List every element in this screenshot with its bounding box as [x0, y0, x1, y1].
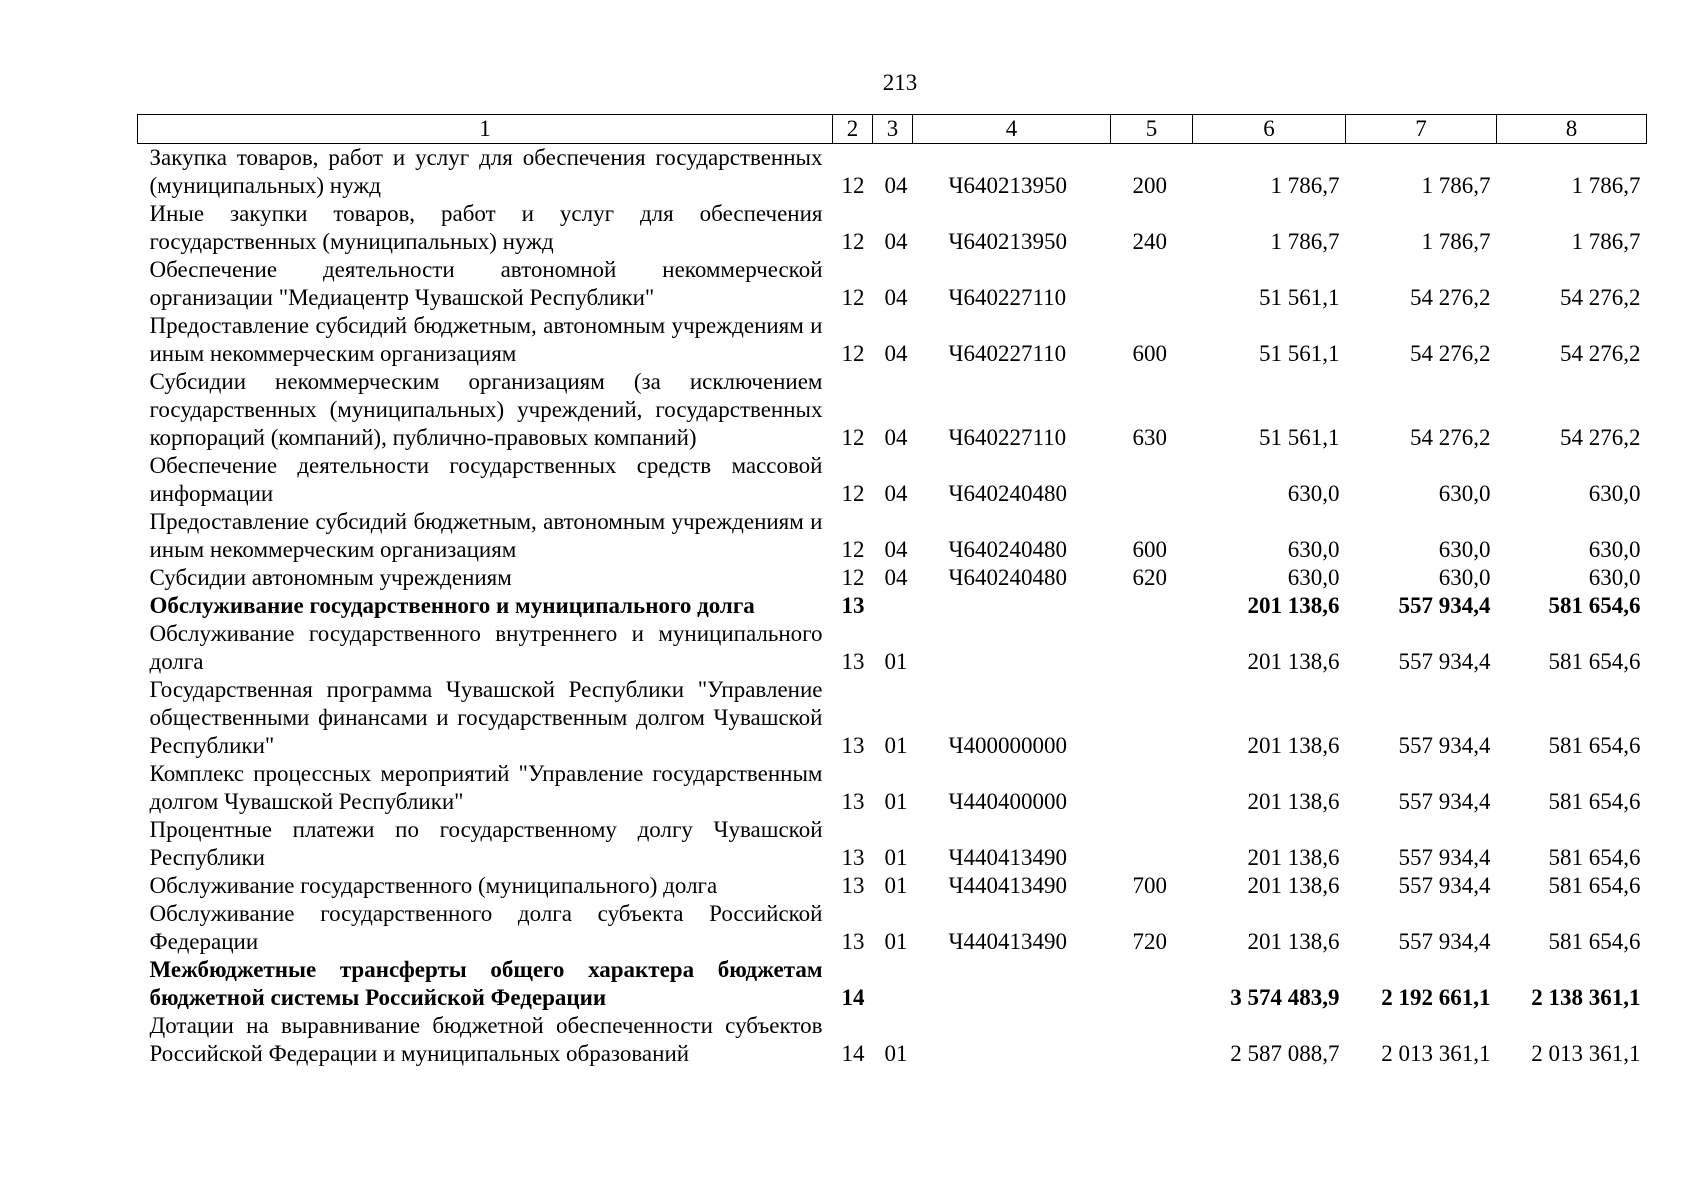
row-subsection-cell: 04 — [884, 425, 908, 450]
row-value-col6-cell: 1 786,7 — [1270, 173, 1340, 198]
row-expense-type-cell: 700 — [1132, 873, 1167, 898]
row-section-cell: 12 — [841, 341, 865, 366]
row-target-article-cell: Ч640227110 — [948, 425, 1067, 450]
row-expense-type-cell — [1111, 760, 1193, 816]
row-target-article-cell — [913, 592, 1111, 620]
row-target-article-cell: Ч640213950 — [948, 229, 1067, 254]
row-value-col8-cell: 54 276,2 — [1560, 341, 1641, 366]
row-value-col6-cell: 51 561,1 — [1259, 425, 1340, 450]
row-subsection-cell: 01 — [884, 873, 908, 898]
row-target-article-cell — [913, 620, 1111, 676]
table-body — [138, 144, 1647, 1069]
row-section-cell: 12 — [841, 173, 865, 198]
row-section-cell: 13 — [841, 873, 865, 898]
header-cell-7: 7 — [1346, 115, 1497, 144]
row-value-col6-cell: 3 574 483,9 — [1230, 985, 1340, 1010]
row-name-cell: Субсидии некоммерческим организациям (за исключением государственных (муниципальных) учреждений, государственных корпораций (компаний), публично-правовых компаний) — [149, 369, 823, 450]
row-value-col8-cell: 581 654,6 — [1548, 929, 1641, 954]
row-name-cell: Обслуживание государственного и муниципального долга — [149, 593, 755, 618]
table-row — [138, 508, 1647, 564]
row-section-cell: 14 — [841, 1041, 865, 1066]
row-target-article-cell: Ч440413490 — [948, 845, 1067, 870]
row-value-col6-cell: 630,0 — [1287, 565, 1340, 590]
row-name-cell: Дотации на выравнивание бюджетной обеспеченности субъектов Российской Федерации и муниципальных образований — [149, 1013, 823, 1066]
row-target-article-cell: Ч440413490 — [948, 873, 1067, 898]
row-value-col7-cell: 557 934,4 — [1398, 845, 1491, 870]
row-value-col7-cell: 557 934,4 — [1398, 873, 1491, 898]
row-target-article-cell: Ч440413490 — [948, 929, 1067, 954]
row-subsection-cell: 01 — [884, 649, 908, 674]
table-row — [138, 1012, 1647, 1068]
row-name-cell: Комплекс процессных мероприятий "Управление государственным долгом Чувашской Республики" — [149, 761, 823, 814]
row-value-col6-cell: 2 587 088,7 — [1230, 1041, 1340, 1066]
row-value-col8-cell: 630,0 — [1588, 537, 1641, 562]
table-row — [138, 200, 1647, 256]
row-value-col6-cell: 201 138,6 — [1247, 929, 1340, 954]
row-name-cell: Закупка товаров, работ и услуг для обеспечения государственных (муниципальных) нужд — [149, 145, 823, 198]
row-section-cell: 12 — [841, 565, 865, 590]
row-subsection-cell — [873, 592, 913, 620]
header-cell-5: 5 — [1111, 115, 1193, 144]
table-row — [138, 956, 1647, 1012]
table-row — [138, 816, 1647, 872]
row-subsection-cell — [873, 956, 913, 1012]
row-value-col6-cell: 201 138,6 — [1247, 649, 1340, 674]
row-name-cell: Государственная программа Чувашской Республики "Управление общественными финансами и государственным долгом Чувашской Республики" — [149, 677, 823, 758]
row-name-cell: Процентные платежи по государственному долгу Чувашской Республики — [149, 817, 823, 870]
row-name-cell: Обеспечение деятельности автономной некоммерческой организации "Медиацентр Чувашской Республики" — [149, 257, 823, 310]
row-expense-type-cell: 600 — [1132, 537, 1167, 562]
row-value-col8-cell: 1 786,7 — [1571, 173, 1641, 198]
row-subsection-cell: 01 — [884, 929, 908, 954]
row-target-article-cell: Ч640227110 — [948, 341, 1067, 366]
row-value-col7-cell: 557 934,4 — [1398, 733, 1491, 758]
row-section-cell: 12 — [841, 285, 865, 310]
header-cell-2: 2 — [833, 115, 873, 144]
header-row — [138, 115, 1647, 144]
row-name-cell: Межбюджетные трансферты общего характера бюджетам бюджетной системы Российской Федерации — [149, 957, 823, 1010]
row-subsection-cell: 01 — [884, 789, 908, 814]
row-value-col6-cell: 630,0 — [1287, 481, 1340, 506]
table-row — [138, 564, 1647, 592]
table-row — [138, 676, 1647, 760]
row-name-cell: Иные закупки товаров, работ и услуг для обеспечения государственных (муниципальных) нужд — [149, 201, 823, 254]
row-value-col7-cell: 2 192 661,1 — [1381, 985, 1491, 1010]
row-name-cell: Предоставление субсидий бюджетным, автономным учреждениям и иным некоммерческим организациям — [149, 313, 823, 366]
row-expense-type-cell — [1111, 956, 1193, 1012]
row-section-cell: 13 — [841, 593, 865, 618]
row-value-col7-cell: 54 276,2 — [1410, 285, 1491, 310]
row-value-col8-cell: 2 138 361,1 — [1531, 985, 1641, 1010]
row-value-col7-cell: 557 934,4 — [1398, 789, 1491, 814]
page-number: 213 — [882, 70, 918, 95]
row-subsection-cell: 01 — [884, 845, 908, 870]
row-value-col6-cell: 1 786,7 — [1270, 229, 1340, 254]
row-subsection-cell: 04 — [884, 341, 908, 366]
table-row — [138, 312, 1647, 368]
row-expense-type-cell: 720 — [1132, 929, 1167, 954]
row-subsection-cell: 01 — [884, 1041, 908, 1066]
row-value-col6-cell: 201 138,6 — [1247, 593, 1340, 618]
row-value-col8-cell: 581 654,6 — [1548, 733, 1641, 758]
row-value-col8-cell: 54 276,2 — [1560, 285, 1641, 310]
row-value-col7-cell: 2 013 361,1 — [1381, 1041, 1491, 1066]
table-row — [138, 872, 1647, 900]
row-section-cell: 13 — [841, 649, 865, 674]
row-target-article-cell: Ч640240480 — [948, 481, 1067, 506]
row-target-article-cell: Ч640213950 — [948, 173, 1067, 198]
row-section-cell: 12 — [841, 537, 865, 562]
table-row — [138, 620, 1647, 676]
row-expense-type-cell: 600 — [1132, 341, 1167, 366]
row-subsection-cell: 01 — [884, 733, 908, 758]
table-row — [138, 144, 1647, 201]
row-value-col7-cell: 630,0 — [1438, 537, 1491, 562]
row-subsection-cell: 04 — [884, 537, 908, 562]
table-row — [138, 368, 1647, 452]
row-value-col7-cell: 54 276,2 — [1410, 341, 1491, 366]
row-section-cell: 13 — [841, 845, 865, 870]
table-row — [138, 900, 1647, 956]
row-value-col7-cell: 1 786,7 — [1421, 173, 1491, 198]
row-target-article-cell: Ч640240480 — [948, 565, 1067, 590]
row-section-cell: 12 — [841, 481, 865, 506]
row-value-col8-cell: 630,0 — [1588, 481, 1641, 506]
row-name-cell: Обслуживание государственного долга субъекта Российской Федерации — [149, 901, 823, 954]
row-section-cell: 13 — [841, 929, 865, 954]
row-value-col6-cell: 201 138,6 — [1247, 845, 1340, 870]
row-name-cell: Субсидии автономным учреждениям — [149, 565, 512, 590]
budget-table — [137, 114, 1647, 1068]
row-value-col7-cell: 557 934,4 — [1398, 593, 1491, 618]
table-row — [138, 452, 1647, 508]
row-value-col6-cell: 201 138,6 — [1247, 789, 1340, 814]
row-expense-type-cell: 240 — [1132, 229, 1167, 254]
row-expense-type-cell: 630 — [1132, 425, 1167, 450]
row-value-col7-cell: 557 934,4 — [1398, 649, 1491, 674]
row-value-col7-cell: 557 934,4 — [1398, 929, 1491, 954]
header-cell-6: 6 — [1193, 115, 1346, 144]
row-subsection-cell: 04 — [884, 173, 908, 198]
row-value-col6-cell: 630,0 — [1287, 537, 1340, 562]
row-expense-type-cell — [1111, 620, 1193, 676]
row-value-col6-cell: 51 561,1 — [1259, 285, 1340, 310]
header-cell-1: 1 — [138, 115, 833, 144]
row-expense-type-cell — [1111, 592, 1193, 620]
row-section-cell: 13 — [841, 733, 865, 758]
row-value-col6-cell: 201 138,6 — [1247, 873, 1340, 898]
row-target-article-cell: Ч640227110 — [948, 285, 1067, 310]
row-section-cell: 12 — [841, 425, 865, 450]
row-subsection-cell: 04 — [884, 481, 908, 506]
row-value-col7-cell: 1 786,7 — [1421, 229, 1491, 254]
row-expense-type-cell — [1111, 452, 1193, 508]
row-value-col7-cell: 630,0 — [1438, 565, 1491, 590]
row-expense-type-cell — [1111, 676, 1193, 760]
row-value-col8-cell: 581 654,6 — [1548, 593, 1641, 618]
row-value-col8-cell: 581 654,6 — [1548, 649, 1641, 674]
row-expense-type-cell — [1111, 816, 1193, 872]
row-value-col6-cell: 51 561,1 — [1259, 341, 1340, 366]
table-row — [138, 760, 1647, 816]
header-cell-4: 4 — [913, 115, 1111, 144]
header-cell-8: 8 — [1497, 115, 1647, 144]
row-value-col8-cell: 581 654,6 — [1548, 845, 1641, 870]
row-expense-type-cell — [1111, 256, 1193, 312]
row-value-col6-cell: 201 138,6 — [1247, 733, 1340, 758]
row-expense-type-cell — [1111, 1012, 1193, 1068]
row-value-col8-cell: 581 654,6 — [1548, 873, 1641, 898]
table-row — [138, 256, 1647, 312]
row-subsection-cell: 04 — [884, 285, 908, 310]
row-expense-type-cell: 200 — [1132, 173, 1167, 198]
row-target-article-cell: Ч640240480 — [948, 537, 1067, 562]
row-name-cell: Предоставление субсидий бюджетным, автономным учреждениям и иным некоммерческим организациям — [149, 509, 823, 562]
row-name-cell: Обслуживание государственного (муниципального) долга — [149, 873, 718, 898]
row-expense-type-cell: 620 — [1132, 565, 1167, 590]
row-value-col8-cell: 581 654,6 — [1548, 789, 1641, 814]
row-target-article-cell: Ч400000000 — [948, 733, 1067, 758]
row-name-cell: Обслуживание государственного внутреннего и муниципального долга — [149, 621, 823, 674]
row-value-col8-cell: 54 276,2 — [1560, 425, 1641, 450]
row-section-cell: 14 — [841, 985, 865, 1010]
row-name-cell: Обеспечение деятельности государственных средств массовой информации — [149, 453, 823, 506]
row-value-col8-cell: 630,0 — [1588, 565, 1641, 590]
table-row — [138, 592, 1647, 620]
row-target-article-cell — [913, 1012, 1111, 1068]
header-cell-3: 3 — [873, 115, 913, 144]
row-value-col8-cell: 1 786,7 — [1571, 229, 1641, 254]
row-value-col8-cell: 2 013 361,1 — [1531, 1041, 1641, 1066]
row-subsection-cell: 04 — [884, 229, 908, 254]
row-section-cell: 12 — [841, 229, 865, 254]
row-value-col7-cell: 54 276,2 — [1410, 425, 1491, 450]
row-target-article-cell — [913, 956, 1111, 1012]
row-target-article-cell: Ч440400000 — [948, 789, 1067, 814]
row-subsection-cell: 04 — [884, 565, 908, 590]
row-section-cell: 13 — [841, 789, 865, 814]
row-value-col7-cell: 630,0 — [1438, 481, 1491, 506]
